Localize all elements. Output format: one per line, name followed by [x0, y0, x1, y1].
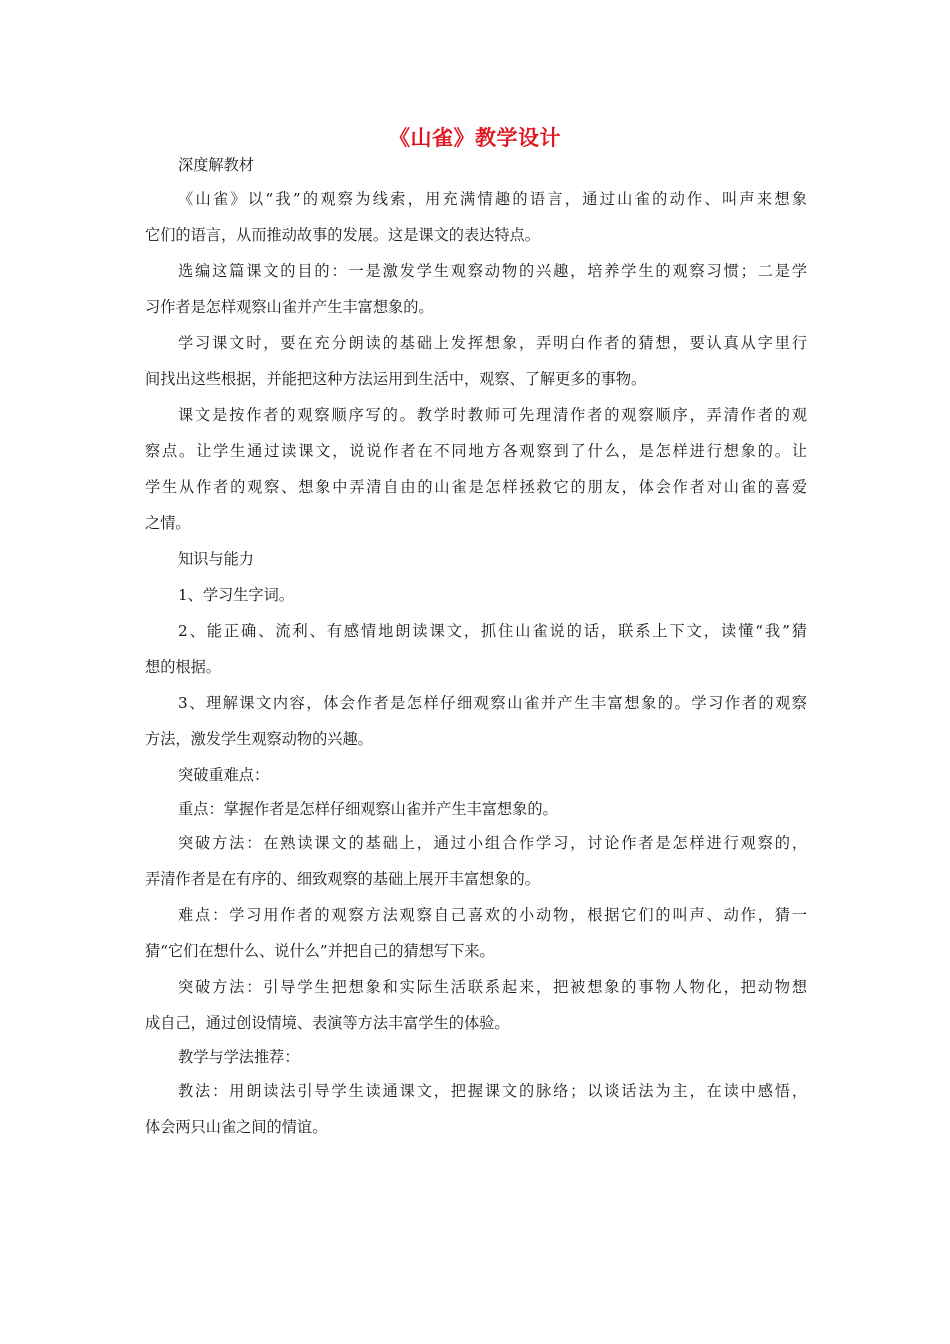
text-line: 弄清作者是在有序的、细致观察的基础上展开丰富想象的。 [145, 870, 540, 888]
text-line: 习作者是怎样观察山雀并产生丰富想象的。 [145, 298, 434, 316]
text-line: 体会两只山雀之间的情谊。 [145, 1118, 328, 1136]
document-body [145, 149, 807, 1145]
text-line: 学生从作者的观察、想象中弄清自由的山雀是怎样拯救它的朋友，体会作者对山雀的喜爱 [145, 478, 807, 496]
text-line: 之情。 [145, 514, 191, 532]
document-title: 《山雀》教学设计 [389, 125, 561, 150]
text-line: 突破方法：在熟读课文的基础上，通过小组合作学习，讨论作者是怎样进行观察的， [178, 834, 807, 852]
text-line: 猜“它们在想什么、说什么”并把自己的猜想写下来。 [145, 942, 495, 960]
text-line: 选编这篇课文的目的：一是激发学生观察动物的兴趣，培养学生的观察习惯；二是学 [178, 262, 807, 280]
text-line: 方法，激发学生观察动物的兴趣。 [145, 730, 373, 748]
text-line: 教学与学法推荐： [178, 1048, 300, 1066]
text-line: 间找出这些根据，并能把这种方法运用到生活中，观察、了解更多的事物。 [145, 370, 647, 388]
text-line: 察点。让学生通过读课文，说说作者在不同地方各观察到了什么，是怎样进行想象的。让 [145, 442, 807, 460]
text-line: 学习课文时，要在充分朗读的基础上发挥想象，弄明白作者的猜想，要认真从字里行 [178, 334, 807, 352]
text-line: 突破重难点： [178, 766, 270, 784]
text-line: 《山雀》以“我”的观察为线索，用充满情趣的语言，通过山雀的动作、叫声来想象 [178, 190, 807, 208]
text-line: 难点：学习用作者的观察方法观察自己喜欢的小动物，根据它们的叫声、动作，猜一 [178, 906, 807, 924]
text-line: 它们的语言，从而推动故事的发展。这是课文的表达特点。 [145, 226, 540, 244]
text-line: 知识与能力 [178, 550, 254, 568]
text-line: 想的根据。 [145, 658, 221, 676]
text-line: 2、能正确、流利、有感情地朗读课文，抓住山雀说的话，联系上下文，读懂“我”猜 [178, 622, 807, 640]
text-line: 3、理解课文内容，体会作者是怎样仔细观察山雀并产生丰富想象的。学习作者的观察 [178, 694, 807, 712]
text-line: 突破方法：引导学生把想象和实际生活联系起来，把被想象的事物人物化，把动物想 [178, 978, 807, 996]
text-line: 1、学习生字词。 [178, 586, 294, 604]
text-line: 重点：掌握作者是怎样仔细观察山雀并产生丰富想象的。 [178, 800, 558, 818]
text-line: 深度解教材 [178, 156, 254, 174]
text-line: 教法：用朗读法引导学生读通课文，把握课文的脉络；以谈话法为主，在读中感悟， [178, 1082, 807, 1100]
text-line: 成自己，通过创设情境、表演等方法丰富学生的体验。 [145, 1014, 510, 1032]
text-line: 课文是按作者的观察顺序写的。教学时教师可先理清作者的观察顺序，弄清作者的观 [178, 406, 807, 424]
